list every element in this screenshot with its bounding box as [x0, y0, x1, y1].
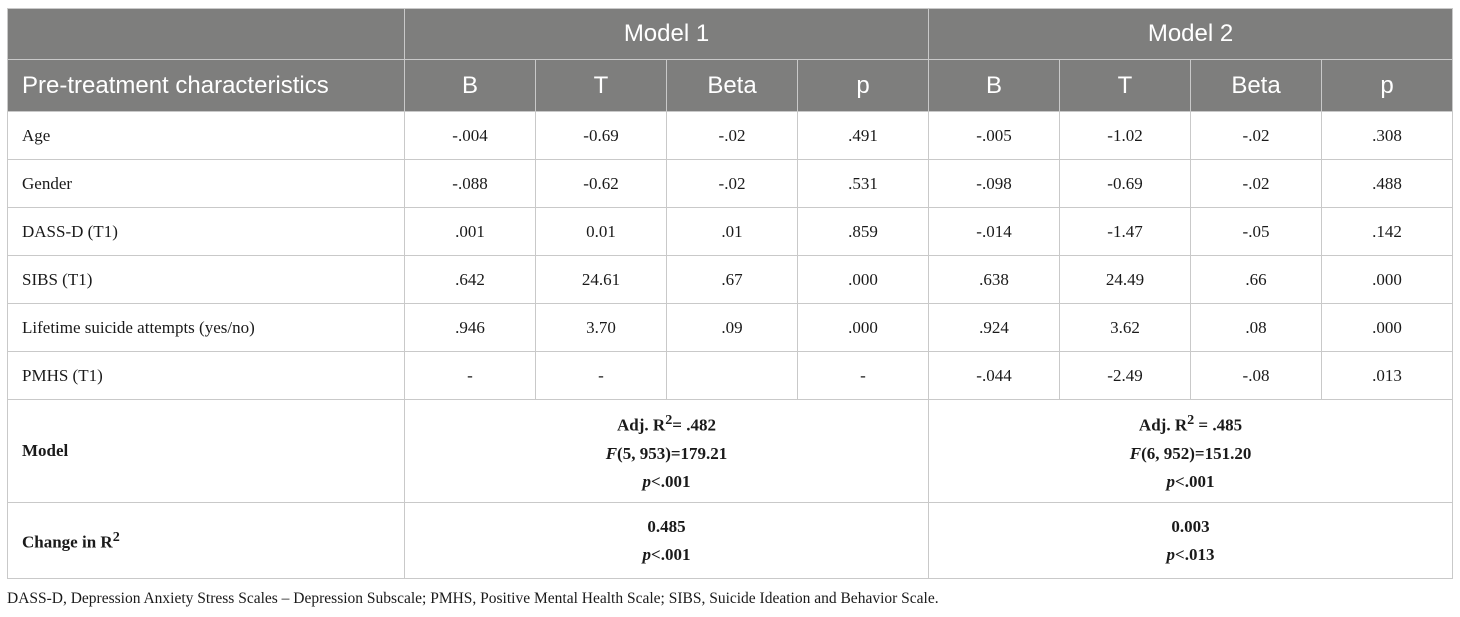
- row-label: SIBS (T1): [8, 256, 405, 304]
- table-row: [8, 352, 1453, 400]
- model-1-change-p: p<.001: [642, 544, 691, 564]
- header-model-1: Model 1: [405, 9, 929, 60]
- table-cell: 24.49: [1060, 256, 1191, 304]
- model-2-f-stat: F(6, 952)=151.20: [1129, 443, 1252, 463]
- table-cell: -.088: [405, 160, 536, 208]
- header-col-p-m1: p: [798, 60, 929, 112]
- row-label: Gender: [8, 160, 405, 208]
- header-col-p-m2: p: [1322, 60, 1453, 112]
- table-cell: .308: [1322, 112, 1453, 160]
- model-2-change: [929, 503, 1453, 579]
- header-model-2: Model 2: [929, 9, 1453, 60]
- table-cell: -2.49: [1060, 352, 1191, 400]
- table-cell: -.05: [1191, 208, 1322, 256]
- table-cell: .09: [667, 304, 798, 352]
- table-footnote: DASS-D, Depression Anxiety Stress Scales – Depression Subscale; PMHS, Positive Mental Health Scale; SIBS, Suicide Ideation and Behavior Scale.: [7, 590, 939, 607]
- header-row-label: Pre-treatment characteristics: [8, 60, 405, 112]
- table-cell: .488: [1322, 160, 1453, 208]
- header-row-columns: [8, 60, 1453, 112]
- table-cell: .946: [405, 304, 536, 352]
- header-row-models: [8, 9, 1453, 60]
- header-col-b-m2: B: [929, 60, 1060, 112]
- header-blank-cell: [8, 9, 405, 60]
- change-r2-row: [8, 503, 1453, 579]
- model-1-summary: [405, 400, 929, 503]
- row-label: DASS-D (T1): [8, 208, 405, 256]
- header-col-b-m1: B: [405, 60, 536, 112]
- table-cell: -.005: [929, 112, 1060, 160]
- table-cell: -.098: [929, 160, 1060, 208]
- model-1-adj-r2: Adj. $R^2= .482$: [617, 412, 716, 435]
- table-cell: -.08: [1191, 352, 1322, 400]
- table-cell: .001: [405, 208, 536, 256]
- header-col-beta-m2: Beta: [1191, 60, 1322, 112]
- table-cell: -.02: [667, 160, 798, 208]
- table-cell: 3.62: [1060, 304, 1191, 352]
- table-row: [8, 304, 1453, 352]
- table-cell: .01: [667, 208, 798, 256]
- table-cell: 0.01: [536, 208, 667, 256]
- table-cell: -.004: [405, 112, 536, 160]
- row-label: Lifetime suicide attempts (yes/no): [8, 304, 405, 352]
- table-cell: -0.62: [536, 160, 667, 208]
- row-label: PMHS (T1): [8, 352, 405, 400]
- table-cell: -0.69: [1060, 160, 1191, 208]
- table-cell: .013: [1322, 352, 1453, 400]
- table-cell: .000: [798, 256, 929, 304]
- model-2-change-value: 0.003: [1171, 516, 1210, 536]
- table-cell: -: [405, 352, 536, 400]
- model-1-f-stat: F(5, 953)=179.21: [605, 443, 728, 463]
- table-cell: -.014: [929, 208, 1060, 256]
- model-2-change-p: p<.013: [1166, 544, 1215, 564]
- table-cell: [667, 352, 798, 400]
- table-cell: .531: [798, 160, 929, 208]
- table-cell: -1.47: [1060, 208, 1191, 256]
- model-1-p-value: p<.001: [642, 471, 691, 491]
- table-cell: .924: [929, 304, 1060, 352]
- table-cell: -.02: [1191, 160, 1322, 208]
- table-row: [8, 160, 1453, 208]
- header-col-beta-m1: Beta: [667, 60, 798, 112]
- model-2-p-value: p<.001: [1166, 471, 1215, 491]
- change-row-label: Change in $R^2$: [8, 503, 405, 579]
- regression-table: [7, 8, 1453, 579]
- table-cell: -.02: [667, 112, 798, 160]
- table-cell: .491: [798, 112, 929, 160]
- table-cell: 24.61: [536, 256, 667, 304]
- table-cell: -.044: [929, 352, 1060, 400]
- table-cell: .66: [1191, 256, 1322, 304]
- table-cell: -: [798, 352, 929, 400]
- regression-table-container: [7, 8, 1453, 608]
- table-cell: -.02: [1191, 112, 1322, 160]
- table-cell: .67: [667, 256, 798, 304]
- table-row: [8, 112, 1453, 160]
- table-cell: .08: [1191, 304, 1322, 352]
- table-cell: .000: [1322, 256, 1453, 304]
- header-col-t-m2: T: [1060, 60, 1191, 112]
- table-cell: .642: [405, 256, 536, 304]
- table-cell: -1.02: [1060, 112, 1191, 160]
- header-col-t-m1: T: [536, 60, 667, 112]
- table-cell: -0.69: [536, 112, 667, 160]
- table-cell: 3.70: [536, 304, 667, 352]
- table-row: [8, 256, 1453, 304]
- row-label: Age: [8, 112, 405, 160]
- model-summary-row: [8, 400, 1453, 503]
- model-1-change: [405, 503, 929, 579]
- table-cell: .000: [1322, 304, 1453, 352]
- table-cell: .859: [798, 208, 929, 256]
- table-cell: .638: [929, 256, 1060, 304]
- table-cell: .142: [1322, 208, 1453, 256]
- model-2-adj-r2: Adj. $R^2 = .485$: [1138, 412, 1243, 435]
- model-2-summary: [929, 400, 1453, 503]
- table-cell: -: [536, 352, 667, 400]
- table-row: [8, 208, 1453, 256]
- model-row-label: Model: [8, 400, 405, 503]
- model-1-change-value: 0.485: [647, 516, 686, 536]
- table-cell: .000: [798, 304, 929, 352]
